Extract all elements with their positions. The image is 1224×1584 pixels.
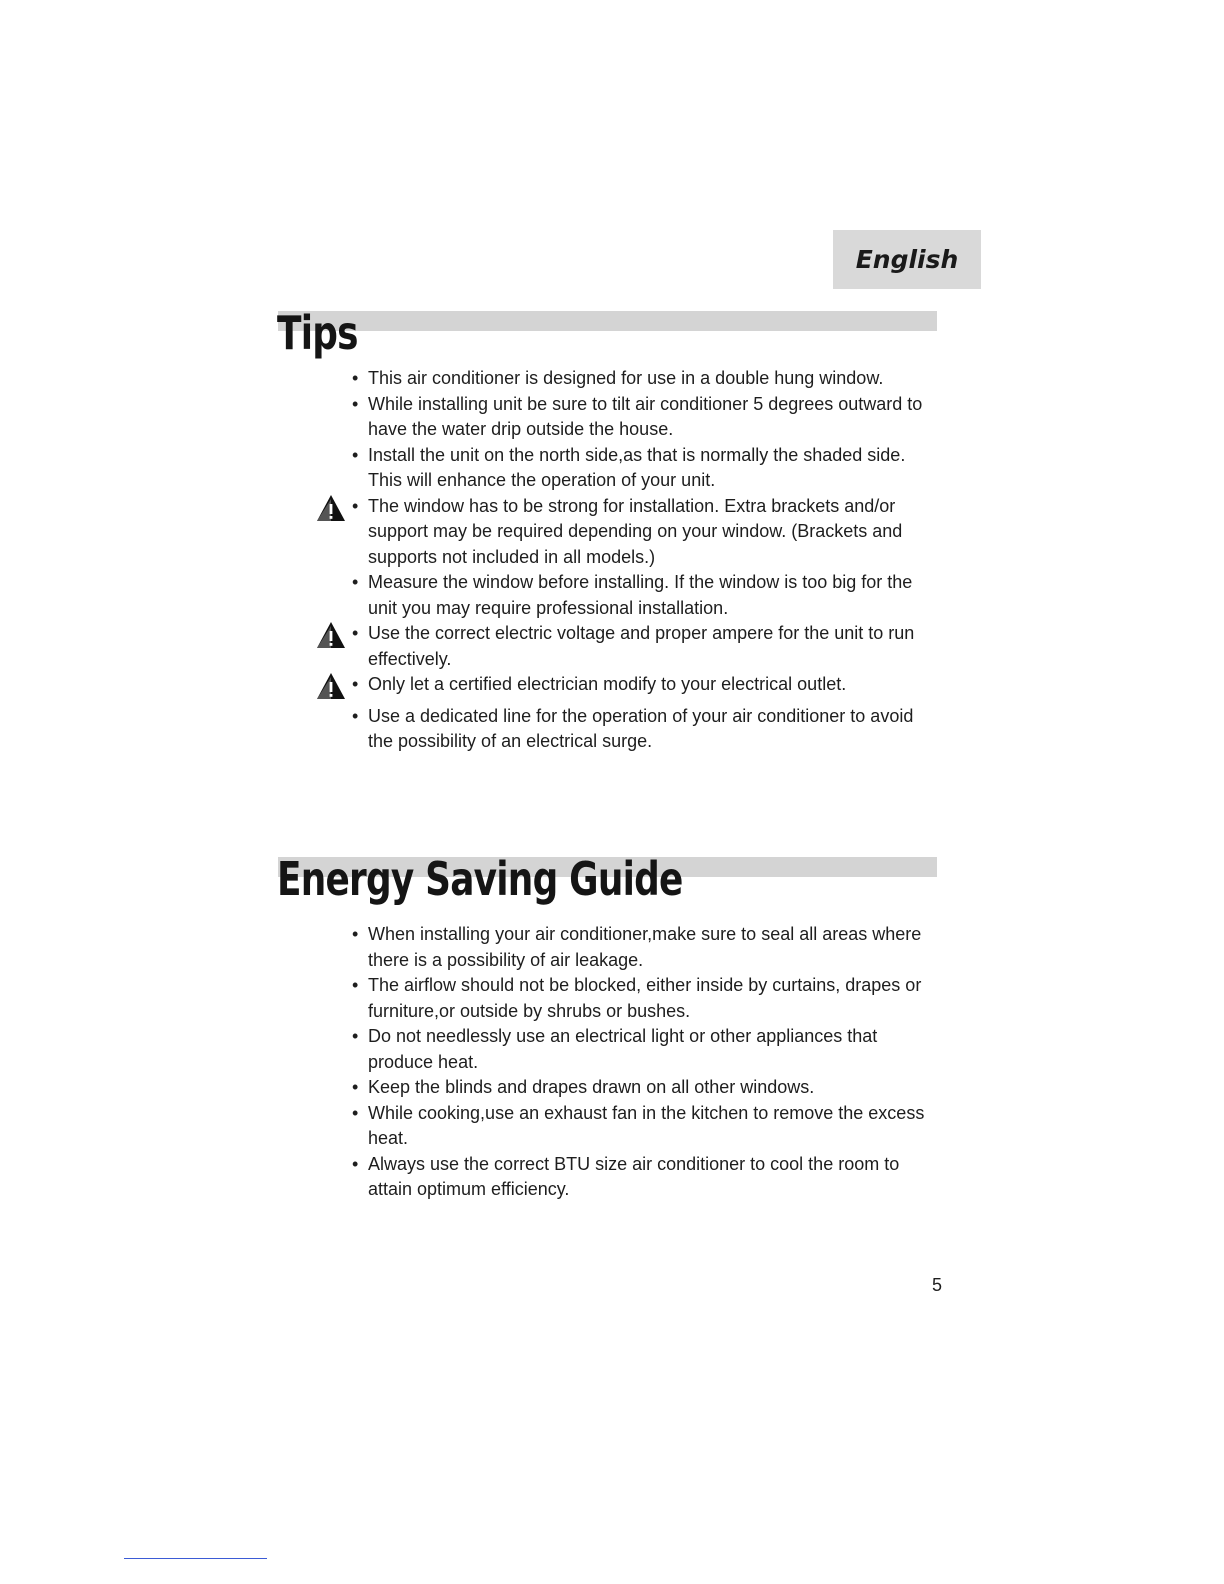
list-item bbox=[350, 570, 940, 621]
list-item bbox=[350, 366, 940, 392]
bullet-icon: • bbox=[352, 393, 359, 414]
list-item bbox=[350, 1152, 940, 1203]
tips-section-bar bbox=[278, 311, 937, 331]
list-item bbox=[350, 672, 940, 698]
bullet-icon: • bbox=[352, 1077, 359, 1097]
tips-list bbox=[350, 366, 940, 755]
link-underline bbox=[124, 1558, 267, 1559]
warning-triangle-icon bbox=[316, 672, 346, 700]
energy-list bbox=[350, 922, 940, 1203]
bullet-icon: • bbox=[352, 444, 359, 465]
tips-heading: Tips bbox=[277, 306, 358, 360]
page-number: 5 bbox=[932, 1275, 943, 1295]
list-item bbox=[350, 1101, 940, 1152]
tips-item-text: Only let a certified electrician modify to your electrical outlet. bbox=[368, 674, 847, 694]
tips-item-text: Install the unit on the north side,as that is normally the shaded side. This will enhance the operation of your unit. bbox=[368, 444, 906, 490]
tips-item-text: Use the correct electric voltage and proper ampere for the unit to run effectively. bbox=[368, 623, 915, 669]
energy-item-text: Always use the correct BTU size air conditioner to cool the room to attain optimum efficiency. bbox=[368, 1153, 900, 1199]
list-item bbox=[350, 443, 940, 494]
energy-item-text: Keep the blinds and drapes drawn on all other windows. bbox=[368, 1077, 815, 1097]
language-tab: English bbox=[833, 230, 981, 289]
bullet-icon: • bbox=[352, 705, 359, 726]
energy-item-text: While cooking,use an exhaust fan in the kitchen to remove the excess heat. bbox=[368, 1102, 925, 1148]
tips-item-text: Measure the window before installing. If the window is too big for the unit you may require professional installation. bbox=[368, 572, 913, 618]
energy-heading: Energy Saving Guide bbox=[277, 852, 683, 906]
bullet-icon: • bbox=[352, 1026, 359, 1046]
list-item bbox=[350, 392, 940, 443]
tips-item-text: This air conditioner is designed for use in a double hung window. bbox=[368, 368, 884, 388]
bullet-icon: • bbox=[352, 572, 359, 592]
bullet-icon: • bbox=[352, 924, 359, 944]
list-item bbox=[350, 621, 940, 672]
energy-item-text: When installing your air conditioner,make sure to seal all areas where there is a possibility of air leakage. bbox=[368, 924, 922, 970]
bullet-icon: • bbox=[352, 674, 359, 694]
bullet-icon: • bbox=[352, 495, 359, 516]
warning-triangle-icon bbox=[316, 621, 346, 649]
list-item bbox=[350, 1024, 940, 1075]
list-item bbox=[350, 1075, 940, 1101]
tips-item-text: Use a dedicated line for the operation of your air conditioner to avoid the possibility of an electrical surge. bbox=[368, 705, 914, 751]
bullet-icon: • bbox=[352, 623, 359, 643]
bullet-icon: • bbox=[352, 1153, 359, 1174]
bullet-icon: • bbox=[352, 368, 359, 388]
list-item bbox=[350, 973, 940, 1024]
tips-item-text: The window has to be strong for installation. Extra brackets and/or support may be required depending on your window. (Brackets and supports not included in all models.) bbox=[368, 495, 903, 567]
warning-triangle-icon bbox=[316, 494, 346, 522]
list-item bbox=[350, 494, 940, 571]
list-item bbox=[350, 704, 940, 755]
energy-item-text: Do not needlessly use an electrical light or other appliances that produce heat. bbox=[368, 1026, 878, 1072]
bullet-icon: • bbox=[352, 975, 359, 995]
tips-item-text: While installing unit be sure to tilt air conditioner 5 degrees outward to have the water drip outside the house. bbox=[368, 393, 923, 439]
energy-item-text: The airflow should not be blocked, either inside by curtains, drapes or furniture,or outside by shrubs or bushes. bbox=[368, 975, 922, 1021]
bullet-icon: • bbox=[352, 1102, 359, 1123]
list-item bbox=[350, 922, 940, 973]
